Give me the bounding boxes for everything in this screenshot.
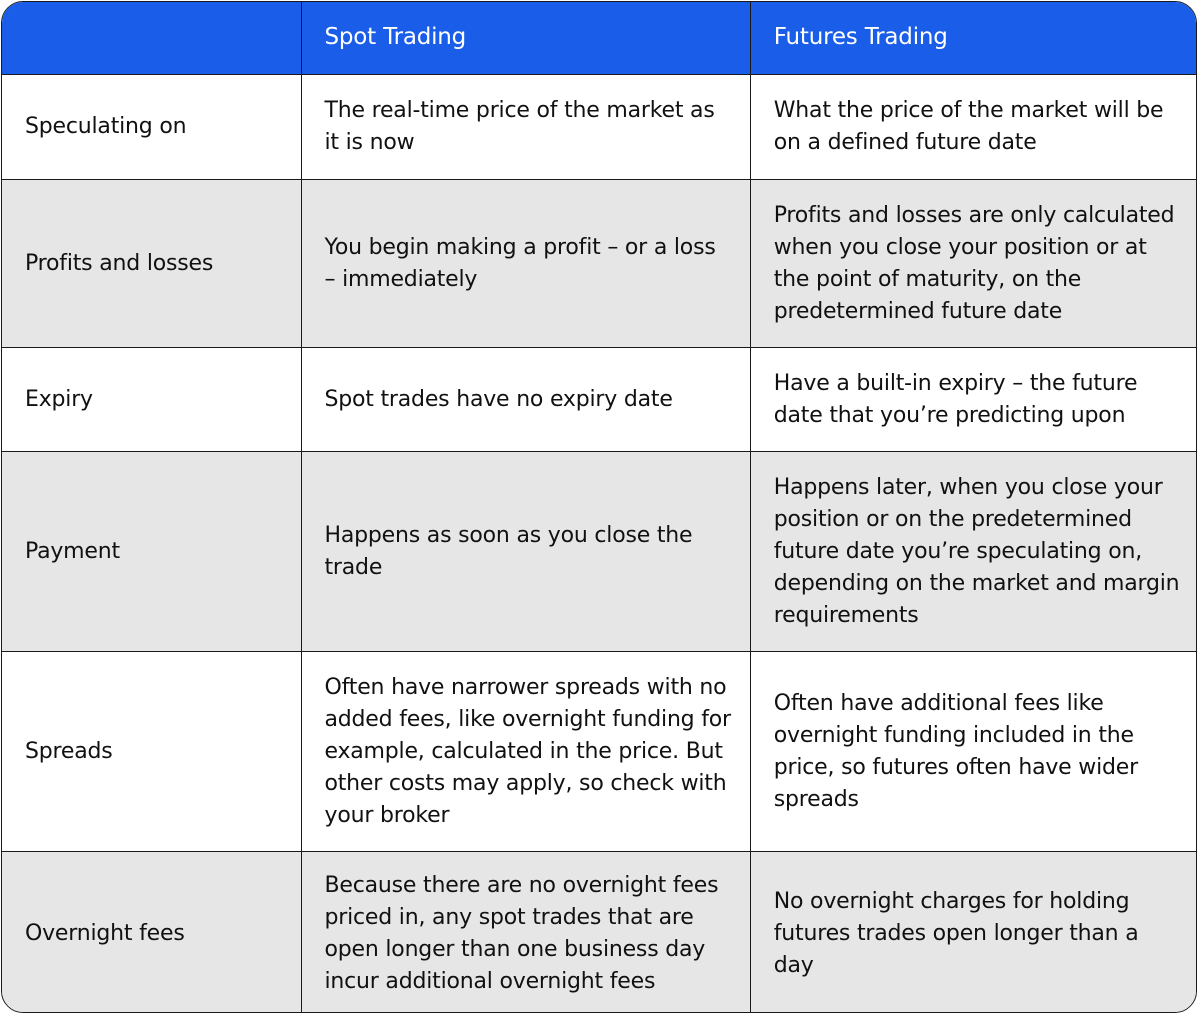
spot-cell: Spot trades have no expiry date	[302, 348, 751, 451]
spot-cell: The real-time price of the market as it is now	[302, 75, 751, 179]
futures-cell: No overnight charges for holding futures trades open longer than a day	[773, 889, 1139, 978]
row-label: Expiry	[2, 348, 302, 451]
table-row-overnight-fees	[2, 852, 1196, 1013]
table-row-profits-and-losses	[2, 180, 1196, 348]
header-spot-trading: Spot Trading	[302, 2, 751, 74]
spot-cell: Because there are no overnight fees priced in, any spot trades that are open longer than one business day incur additional overnight fees	[302, 852, 751, 1013]
row-label: Speculating on	[2, 75, 302, 179]
header-futures-trading: Futures Trading	[773, 24, 948, 50]
row-label: Spreads	[2, 652, 302, 851]
table-header-row	[2, 2, 1196, 75]
table-row-payment	[2, 452, 1196, 652]
table-row-spreads	[2, 652, 1196, 852]
futures-cell: What the price of the market will be on a defined future date	[773, 98, 1164, 155]
table-row-expiry	[2, 348, 1196, 452]
spot-cell: Often have narrower spreads with no added fees, like overnight funding for example, calculated in the price. But other costs may apply, so check with your broker	[302, 652, 751, 851]
table-row-speculating-on	[2, 75, 1196, 180]
row-label: Payment	[2, 452, 302, 651]
futures-cell: Happens later, when you close your position or on the predetermined future date you’re speculating on, depending on the market and margin requirements	[773, 474, 1180, 628]
spot-cell: Happens as soon as you close the trade	[302, 452, 751, 651]
header-blank-cell	[2, 2, 302, 74]
comparison-table	[1, 1, 1197, 1013]
row-label: Overnight fees	[2, 852, 302, 1013]
futures-cell: Profits and losses are only calculated when you close your position or at the point of maturity, on the predetermined future date	[773, 202, 1175, 324]
row-label: Profits and losses	[2, 180, 302, 347]
futures-cell: Often have additional fees like overnight funding included in the price, so futures often have wider spreads	[773, 690, 1138, 812]
futures-cell: Have a built-in expiry – the future date that you’re predicting upon	[773, 370, 1138, 428]
spot-cell: You begin making a profit – or a loss – immediately	[302, 180, 751, 347]
